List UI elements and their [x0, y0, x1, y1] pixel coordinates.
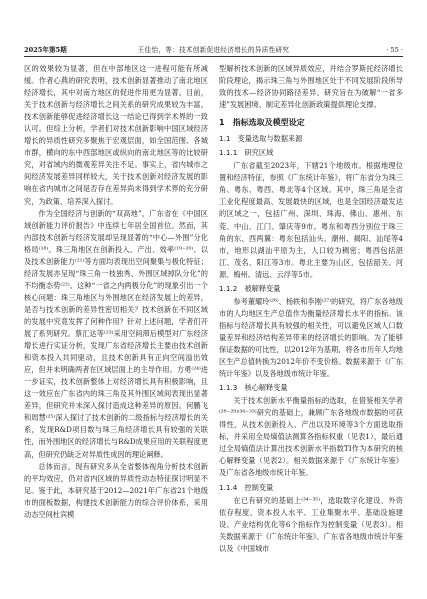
body-paragraph: 总体而言，现有研究多从全省整体视角分析技术创新的平均效应，仍对省内区域的异质性动态特征探讨明显不足。鉴于此，本研究基于2012—2021年广东省21个地级市的面板数据，构建技术创新能力的综合评价体系，采用动态空间杜宾模: [24, 461, 208, 519]
body-paragraph: 在已有研究的基础上⁽³⁴⁻³⁵⁾，选取数字化建设、外资依存程度、资本投入水平、工业集聚水平、基础设施建设、产业结构优化等6个指标作为控制变量（见表3）。相关数据来源于《广东统计年鉴》、广东省各地级市统计年鉴以及《中国城市: [219, 495, 403, 553]
body-paragraph: 关于技术创新水平衡量指标的选取，在借鉴相关学者⁽²⁸⁻²⁹⁾⁽³⁰⁻³³⁾研究的基础上，兼顾广东各地级市数据的可获得性，从技术创新投入、产出以及环境等3个方面选取指标，并采用全局熵值法测算各指标权重（见表1），最后通过全局熵值法计算出技术创新水平指数TI作为本研究的核心解释变量（见表2）。相关数据来源于《广东统计年鉴》及广东省各地级市统计年鉴。: [219, 396, 403, 478]
right-text-column: [219, 63, 403, 555]
left-text-column: [24, 63, 208, 521]
section-heading: 1 指标选取及模型设定: [219, 118, 305, 128]
body-paragraph: 广东省截至2023年，下辖21个地级市。根据地理位置和经济特征，参照《广东统计年鉴》，将广东省分为珠三角、粤东、粤西、粤北等4个区域。其中，珠三角是全省工业化程度最高、发展最快的区域，也是全国经济最发达的区域之一，包括广州、深圳、珠海、佛山、惠州、东莞、中山、江门、肇庆等9市。粤东和粤西分别位于珠三角的东、西两翼：粤东包括汕头、潮州、揭阳、汕尾等4市，地形以湖汕平原为主，人口较为稠密；粤西包括湛江、茂名、阳江等3市。粤北主要为山区，包括韶关、河源、梅州、清远、云浮等5市。: [219, 161, 403, 279]
issue-label: 2025年第5期: [24, 46, 67, 54]
subsection-heading: 1.1 变量选取与数据来源: [219, 134, 303, 144]
body-paragraph: 作为全国经济与创新的“双高地”，广东省在《中国区域创新能力评价报告》中连续七年居全国首位。然而，其内部技术创新与经济发展却呈现显著的“中心—外围”分化格局⁽¹⁸⁾。珠三角地区在创新投入、产出、效率⁽¹⁹⁻²⁰⁾、以及技术创新能力⁽²¹⁾等方面均表现出空间聚集与极化特征；经济发展亦呈现“珠三角一枝独秀、外围区域掉队分化”的不均衡态势⁽²²⁾。这种“一省之内两极分化”的现象引出一个核心问题：珠三角地区与外围地区在经济发展上的差异，是否与技术创新的差异性密切相关？技术创新在不同区域的发展中究竟发挥了何种作用？针对上述问题，学者们开展了系列研究。蔡汇达等⁽²³⁾采用空间滞后模型对广东经济增长进行实证分析，发现广东省经济增长主要由技术创新和资本投入共同驱动，且技术创新具有正向空间溢出效应，但并未明确两者在区域层面上的主导作用。方勇⁽²⁴⁾进一步证实，技术创新整体上对经济增长具有积极影响，且这一效应在广东省内的珠三角及其外围区域间表现出显著差异，但研究并未深入探讨造成这种差异的原因。何鹏飞和周慧⁽²⁵⁾深入探讨了技术创新的二级指标与经济增长的关系，发现R&D项目数与珠三角经济增长具有较强的关联性，而外围地区的经济增长与R&D成果应用的关联程度更高，但研究仍缺乏对异质性成因的理论阐释。: [24, 208, 208, 459]
running-title: 王佳怡，等：技术创新促进经济增长的异质性研究: [137, 46, 290, 54]
subsection-heading: 1.1.2 被解释变量: [219, 283, 281, 293]
body-paragraph: 区的效果较为显著，但在中部地区这一进程可能有所减缓。作者心燕的研究表明，技术创新显著推动了南北地区经济增长，其中对南方地区的促进作用更为显著。目前，关于技术创新与经济增长之间关系的研究成果较为丰富，技术创新能够促进经济增长这一结论已得到学术界的一致认可。但综上分析，学者们对技术创新影响中国区域经济增长的异质性研究多聚焦于宏观层面，如全国范围、各城市群，横向的东中西部地区或纵向的南北地区等的比较研究，对省域内的微观差异关注不足。事实上，省内城市之间经济发展差异同样较大，关于技术创新对经济发展的影响在省内城市之间是否存在差异尚未得到学术界的充分研究，为政策、培养深入探讨。: [24, 64, 208, 206]
running-header: [24, 44, 403, 57]
body-paragraph: 型解析技术创新的区域异质效应，并结合罗斯托经济增长阶段理论，揭示珠三角与外围地区处于不同发展阶段所导致的技术—经济协同路径差异。研究旨在为破解“一省多速”发展困境、制定差异化创新政策提供理论支撑。: [219, 64, 403, 110]
subsection-heading: 1.1.3 核心解释变量: [219, 383, 288, 393]
body-paragraph: 参考董耀玲⁽²⁶⁾、杨轶和李刚⁽²⁷⁾的研究，将广东各地级市的人均地区生产总值作为衡量经济增长水平的指标。该指标与经济增长具有较强的相关性，可以避免区域人口数量差异和经济结构差异带来的经济增长的影响。为了能够保证数据的可比性，以2012年为基期，将各市历年人均地区生产总值转换为2012年价不变价格。数据来源于《广东统计年鉴》以及各地级市统计年鉴。: [219, 296, 403, 379]
subsection-heading: 1.1.4 控制变量: [219, 482, 274, 492]
page-number: · 55 ·: [386, 46, 403, 54]
subsection-heading: 1.1.1 研究区域: [219, 148, 274, 158]
